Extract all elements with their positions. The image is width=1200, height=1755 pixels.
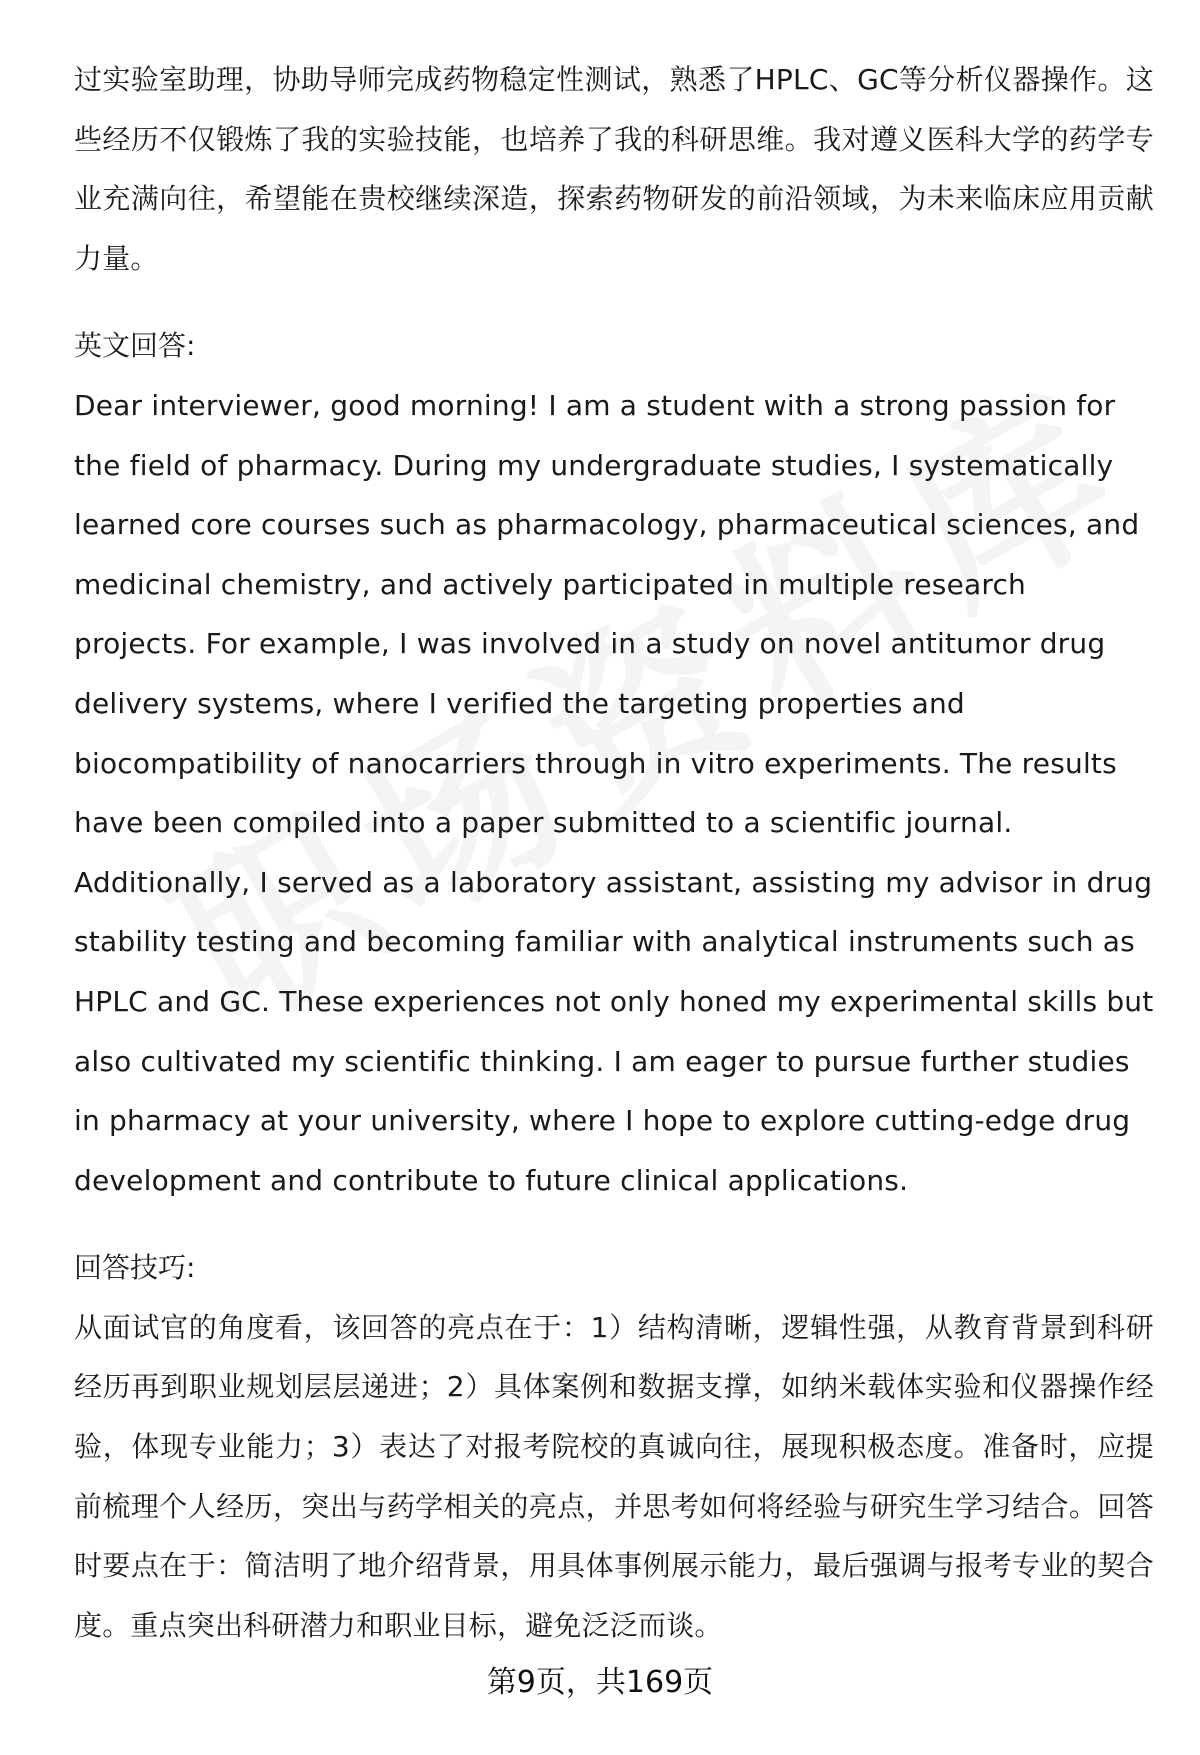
page-number: 第9页，共169页 xyxy=(486,1665,714,1700)
document-body xyxy=(74,50,1154,1655)
section-gap xyxy=(74,1210,1154,1238)
english-answer-heading: 英文回答: xyxy=(74,329,196,363)
section-gap xyxy=(74,288,1154,316)
paragraph-chinese-intro: 过实验室助理，协助导师完成药物稳定性测试，熟悉了HPLC、GC等分析仪器操作。这些经历不仅锻炼了我的实验技能，也培养了我的科研思维。我对遵义医科大学的药学专业充满向往，希望能在贵校继续深造，探索药物研发的前沿领域，为未来临床应用贡献力量。 xyxy=(74,63,1154,275)
paragraph-english-answer: Dear interviewer, good morning! I am a student with a strong passion for the field of pharmacy. During my undergraduate studies, I systematically learned core courses such as pharmacology, pharmaceutical sciences, and medicinal chemistry, and actively participated in multiple research projects. For example, I was involved in a study on novel antitumor drug delivery systems, where I verified the targeting properties and biocompatibility of nanocarriers through in vitro experiments. The results have been compiled into a paper submitted to a scientific journal. Additionally, I served as a laboratory assistant, assisting my advisor in drug stability testing and becoming familiar with analytical instruments such as HPLC and GC. These experiences not only honed my experimental skills but also cultivated my scientific thinking. I am eager to pursue further studies in pharmacy at your university, where I hope to explore cutting-edge drug development and contribute to future clinical applications. xyxy=(74,388,1154,1197)
paragraph-answer-tips: 从面试官的角度看，该回答的亮点在于：1）结构清晰，逻辑性强，从教育背景到科研经历再到职业规划层层递进；2）具体案例和数据支撑，如纳米载体实验和仪器操作经验，体现专业能力；3）表达了对报考院校的真诚向往，展现积极态度。准备时，应提前梳理个人经历，突出与药学相关的亮点，并思考如何将经验与研究生学习结合。回答时要点在于：简洁明了地介绍背景，用具体事例展示能力，最后强调与报考专业的契合度。重点突出科研潜力和职业目标，避免泛泛而谈。 xyxy=(74,1310,1154,1642)
answer-tips-heading: 回答技巧: xyxy=(74,1251,196,1285)
